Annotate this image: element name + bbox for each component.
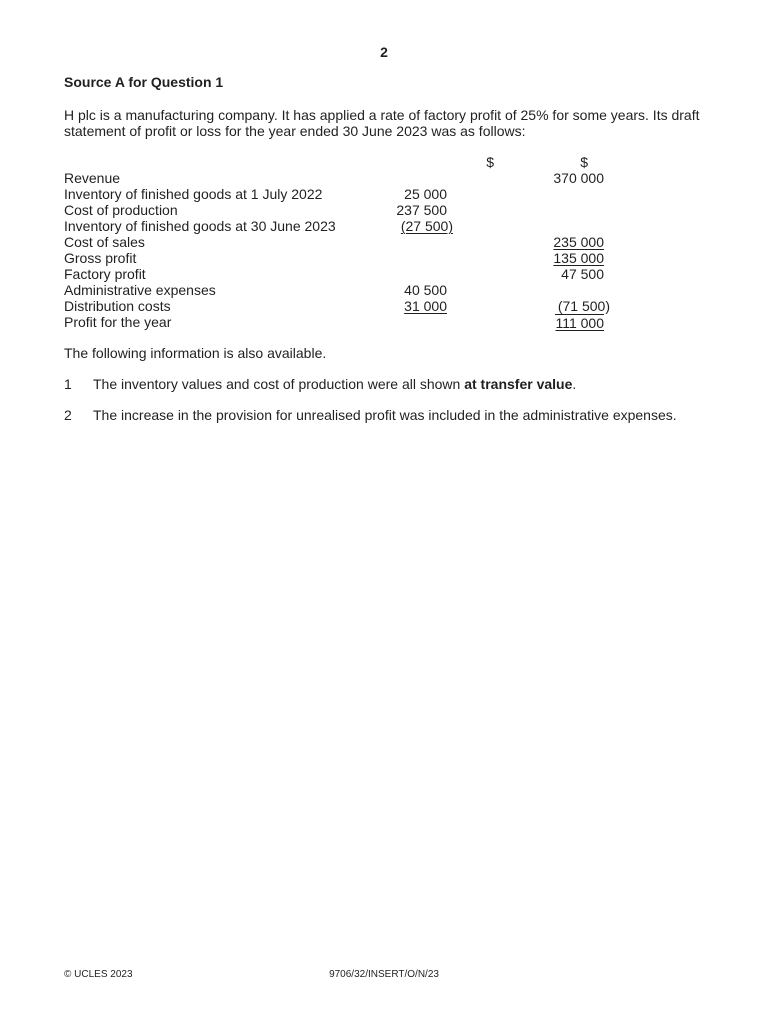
item-text-after: . [572,376,577,392]
table-row [64,298,610,314]
footer-code: 9706/32/INSERT/O/N/23 [329,969,439,980]
item-text-bold: at transfer value [464,376,573,392]
row-label: Inventory of finished goods at 1 July 2022 [64,186,323,202]
source-heading: Source A for Question 1 [64,74,224,90]
table-row [64,234,604,250]
row-label: Revenue [64,170,121,186]
row-col2: 111 000 [555,315,604,331]
item-text [93,376,576,392]
row-col2: 135 000 [553,250,604,266]
info-line: The following information is also available. [64,345,327,361]
intro-paragraph: H plc is a manufacturing company. It has applied a rate of factory profit of 25% for some years. Its draft statement of profit or loss for the year ended 30 June 2023 was as follows: [64,107,700,139]
item-number: 1 [64,376,72,392]
row-col1: 40 500 [404,282,447,298]
col1-header: $ [486,154,494,170]
row-label: Administrative expenses [64,282,216,298]
item-number: 2 [64,407,72,423]
row-label: Cost of sales [64,234,145,250]
table-row [64,186,584,202]
table-row [64,314,604,331]
row-label: Factory profit [64,266,146,282]
footer-copyright: © UCLES 2023 [64,969,133,980]
table-row [64,266,604,282]
table-header-row [64,154,588,170]
item-text [93,407,677,423]
row-col2: 370 000 [553,170,604,186]
table-row [64,250,604,266]
table-row [64,202,584,218]
row-col1: 31 000 [404,298,447,314]
col2-header: $ [580,154,588,170]
row-label: Gross profit [64,250,137,266]
item-text-before: The increase in the provision for unrealised profit was included in the administrative expenses. [93,407,677,423]
row-label: Inventory of finished goods at 30 June 2023 [64,218,336,234]
item-text-before: The inventory values and cost of production were all shown [93,376,465,392]
row-col2: 47 500 [561,266,604,282]
row-col1: 237 500 [396,202,447,218]
row-col2: (71 500) [557,298,610,314]
row-label: Distribution costs [64,298,171,314]
row-col1: 25 000 [404,186,447,202]
table-row [64,282,584,298]
page-number: 2 [380,44,388,60]
table-row [64,170,604,186]
row-col1: (27 500) [400,218,453,234]
row-label: Cost of production [64,202,178,218]
row-label: Profit for the year [64,314,172,330]
row-col2: 235 000 [553,234,604,250]
table-row [64,218,584,234]
